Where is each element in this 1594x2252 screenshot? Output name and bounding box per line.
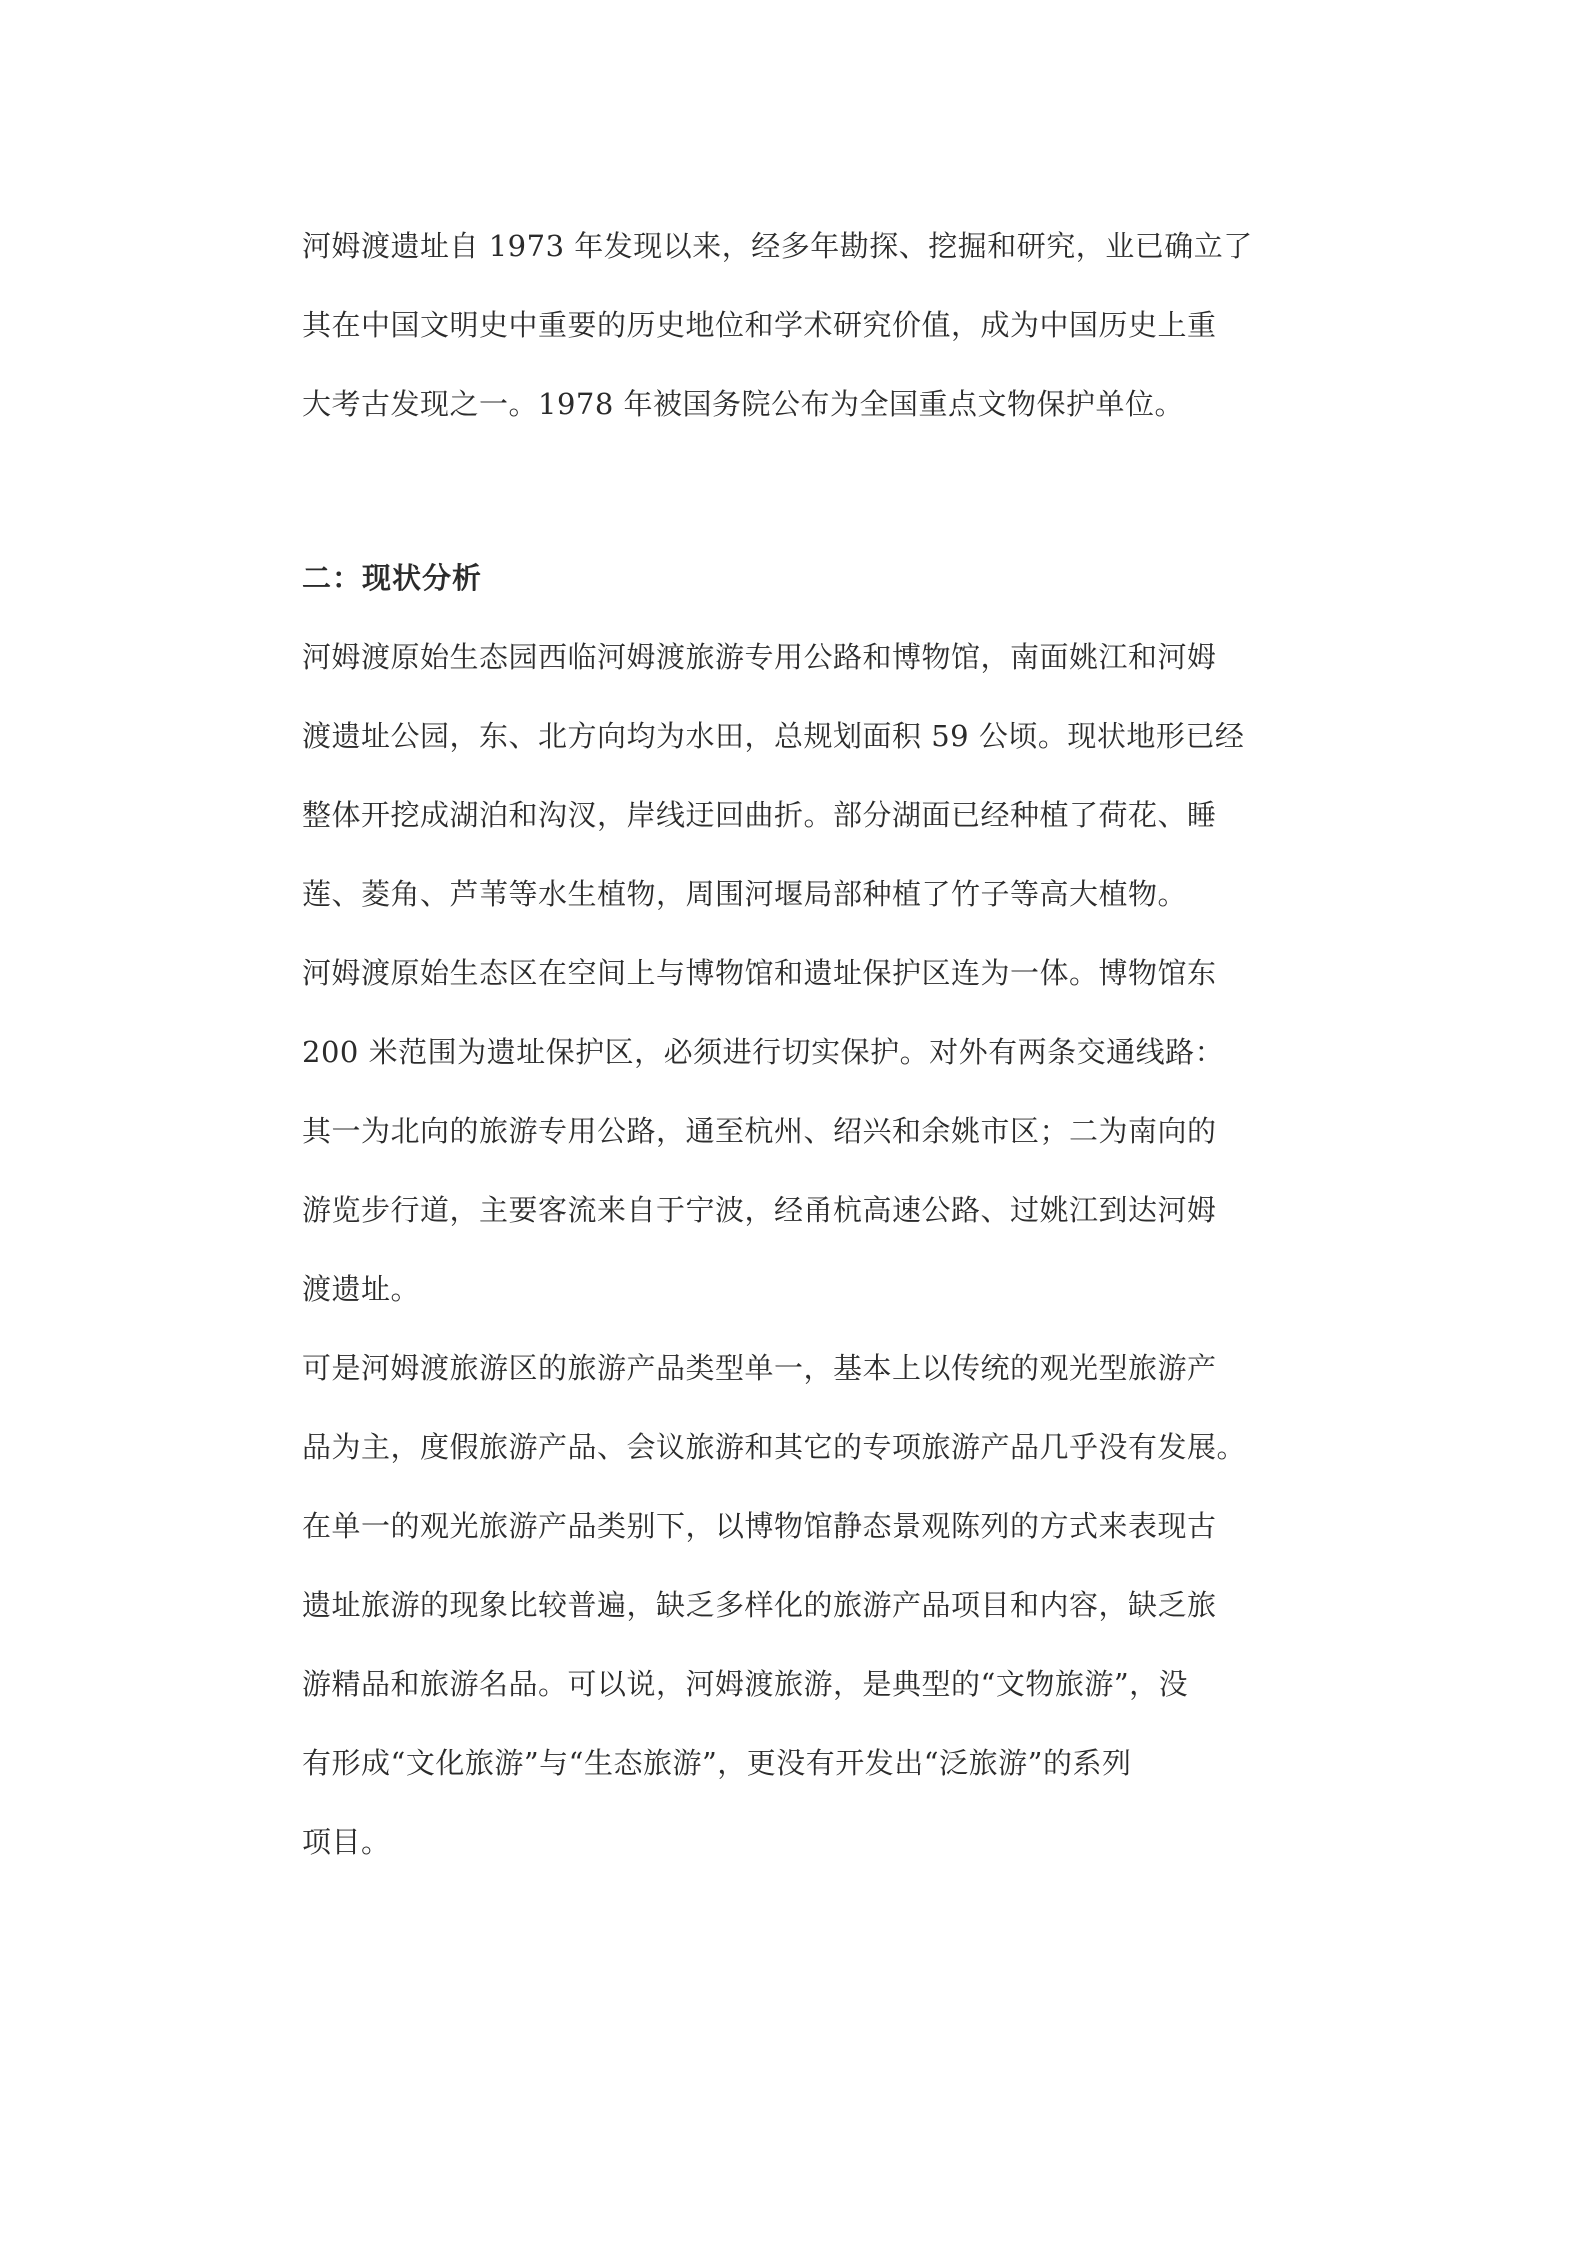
paragraph-line: 莲、菱角、芦苇等水生植物，周围河堰局部种植了竹子等高大植物。 bbox=[302, 877, 1188, 911]
paragraph-line: 可是河姆渡旅游区的旅游产品类型单一，基本上以传统的观光型旅游产 bbox=[302, 1351, 1217, 1385]
intro-line: 其在中国文明史中重要的历史地位和学术研究价值，成为中国历史上重 bbox=[302, 308, 1217, 342]
paragraph-line: 游览步行道，主要客流来自于宁波，经甬杭高速公路、过姚江到达河姆 bbox=[302, 1193, 1217, 1227]
intro-line: 河姆渡遗址自 1973 年发现以来，经多年勘探、挖掘和研究，业已确立了 bbox=[302, 229, 1253, 263]
section-heading: 二：现状分析 bbox=[302, 561, 483, 595]
paragraph-line: 其一为北向的旅游专用公路，通至杭州、绍兴和余姚市区；二为南向的 bbox=[302, 1114, 1217, 1148]
paragraph-line: 遗址旅游的现象比较普遍，缺乏多样化的旅游产品项目和内容，缺乏旅 bbox=[302, 1588, 1217, 1622]
paragraph-line: 游精品和旅游名品。可以说，河姆渡旅游，是典型的“文物旅游”，没 bbox=[302, 1667, 1189, 1701]
paragraph-line: 在单一的观光旅游产品类别下，以博物馆静态景观陈列的方式来表现古 bbox=[302, 1509, 1217, 1543]
paragraph-line: 品为主，度假旅游产品、会议旅游和其它的专项旅游产品几乎没有发展。 bbox=[302, 1430, 1247, 1464]
paragraph-line: 河姆渡原始生态区在空间上与博物馆和遗址保护区连为一体。博物馆东 bbox=[302, 956, 1217, 990]
paragraph-line: 有形成“文化旅游”与“生态旅游”，更没有开发出“泛旅游”的系列 bbox=[302, 1746, 1132, 1780]
paragraph-line: 200 米范围为遗址保护区，必须进行切实保护。对外有两条交通线路： bbox=[302, 1035, 1225, 1069]
intro-line: 大考古发现之一。1978 年被国务院公布为全国重点文物保护单位。 bbox=[302, 387, 1185, 421]
paragraph-line: 渡遗址公园，东、北方向均为水田，总规划面积 59 公顷。现状地形已经 bbox=[302, 719, 1245, 753]
paragraph-line: 河姆渡原始生态园西临河姆渡旅游专用公路和博物馆，南面姚江和河姆 bbox=[302, 640, 1217, 674]
paragraph-line: 整体开挖成湖泊和沟汊，岸线迂回曲折。部分湖面已经种植了荷花、睡 bbox=[302, 798, 1217, 832]
paragraph-line: 项目。 bbox=[302, 1825, 391, 1859]
paragraph-line: 渡遗址。 bbox=[302, 1272, 421, 1306]
